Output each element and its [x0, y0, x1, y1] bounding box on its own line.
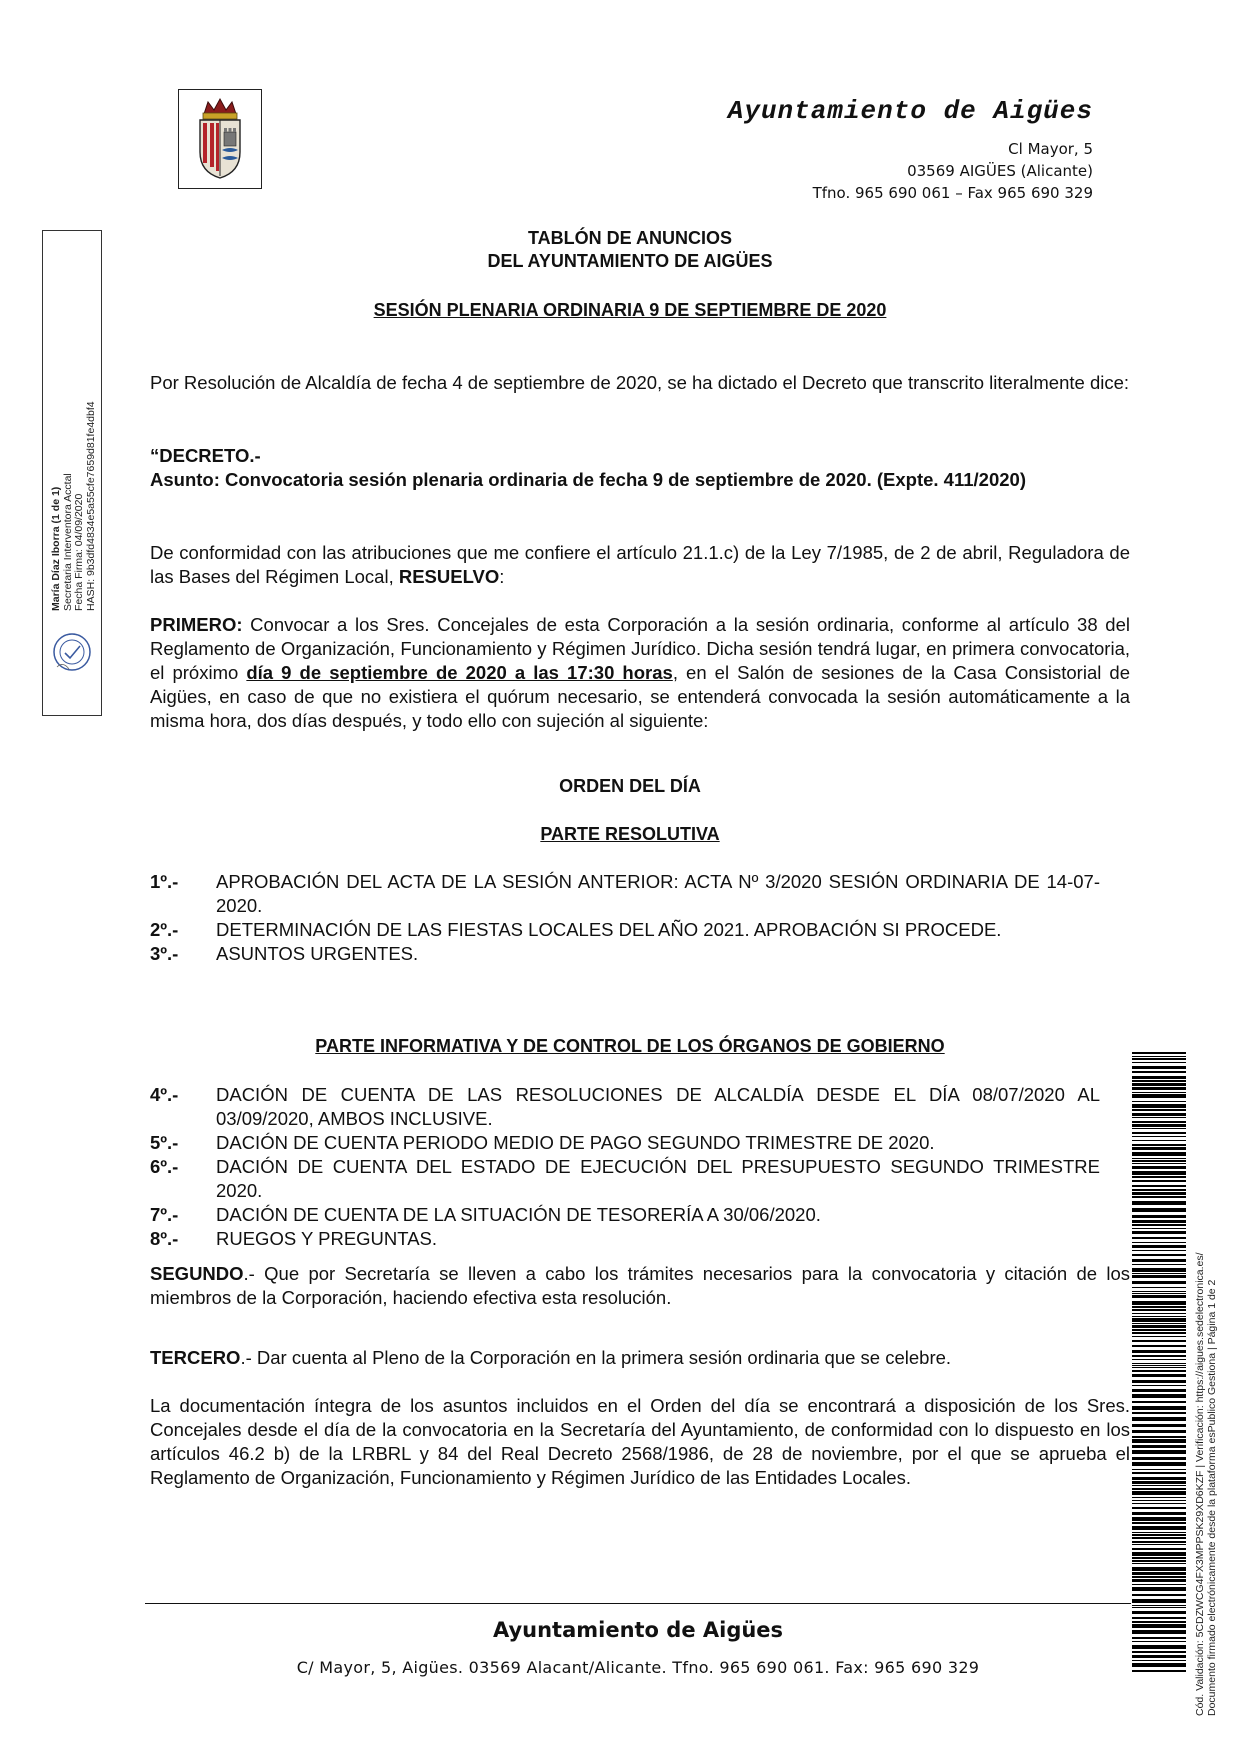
barcode-bar — [1132, 1147, 1186, 1150]
barcode-bar — [1132, 1436, 1186, 1438]
barcode-bar — [1132, 1567, 1186, 1571]
item-text: APROBACIÓN DEL ACTA DE LA SESIÓN ANTERIOR: ACTA Nº 3/2020 SESIÓN ORDINARIA DE 14-07-2020. — [216, 871, 1100, 916]
item-number: 2º.- — [150, 919, 179, 940]
barcode-bar — [1132, 1268, 1186, 1272]
signature-hash: HASH: 9b3dfd4834e5a55cfe7659d81fe4dbf4 — [84, 401, 97, 611]
barcode-bar — [1132, 1389, 1186, 1392]
item-text: ASUNTOS URGENTES. — [216, 943, 419, 964]
barcode-bar — [1132, 1128, 1186, 1129]
barcode-bar — [1132, 1537, 1186, 1539]
barcode-bar — [1132, 1491, 1186, 1495]
segundo-paragraph — [150, 1262, 1130, 1310]
primero-paragraph — [150, 613, 1130, 733]
barcode-bar — [1132, 1560, 1186, 1562]
header-address-line2: 03569 AIGÜES (Alicante) — [907, 162, 1093, 180]
barcode-bar — [1132, 1231, 1186, 1234]
barcode-bar — [1132, 1587, 1186, 1591]
barcode-bar — [1132, 1641, 1186, 1642]
barcode-bar — [1132, 1367, 1186, 1368]
header-address — [813, 138, 1093, 204]
closing-paragraph: La documentación íntegra de los asuntos incluidos en el Orden del día se encontrará a disposición de los Sres. Concejales desde el día de la convocatoria en la Secretaría del Ayuntamiento, de conformidad con lo dispuesto en los artículos 46.2 b) de la LRBRL y 84 del Real Decreto 2568/1986, de 28 de noviembre, por el que se aprueba el Reglamento de Organización, Funcionamiento y Régimen Jurídico de las Entidades Locales. — [150, 1395, 1130, 1488]
barcode-bar — [1132, 1254, 1186, 1256]
barcode-bar — [1132, 1121, 1186, 1123]
barcode-bar — [1132, 1163, 1186, 1164]
barcode-bar — [1132, 1273, 1186, 1274]
barcode-bar — [1132, 1417, 1186, 1421]
barcode-bar — [1132, 1104, 1186, 1108]
barcode-bar — [1132, 1160, 1186, 1162]
session-title: SESIÓN PLENARIA ORDINARIA 9 DE SEPTIEMBRE DE 2020 — [373, 300, 887, 320]
barcode-bar — [1132, 1185, 1186, 1187]
segundo-label: SEGUNDO — [150, 1263, 244, 1284]
conformity-paragraph — [150, 541, 1130, 589]
coat-of-arms-icon — [190, 96, 250, 182]
tercero-text: .- Dar cuenta al Pleno de la Corporación en la primera sesión ordinaria que se celebre. — [240, 1347, 952, 1368]
header-org-name: Ayuntamiento de Aigües — [727, 96, 1093, 126]
barcode-bar — [1132, 1140, 1186, 1141]
barcode-bar — [1132, 1196, 1186, 1198]
barcode-bar — [1132, 1313, 1186, 1314]
barcode-bar — [1132, 1670, 1186, 1672]
resuelvo-colon: : — [499, 566, 505, 587]
item-number: 5º.- — [150, 1132, 179, 1153]
barcode-bar — [1132, 1617, 1186, 1619]
barcode-bar — [1132, 1144, 1186, 1146]
barcode-bar — [1132, 1572, 1186, 1575]
barcode-bar — [1132, 1497, 1186, 1498]
barcode-bar — [1132, 1526, 1186, 1530]
barcode-bar — [1132, 1152, 1186, 1156]
barcode-bar — [1132, 1058, 1186, 1060]
segundo-text: .- Que por Secretaría se lleven a cabo los trámites necesarios para la convocatoria y citación de los miembros de la Corporación, haciendo efectiva esta resolución. — [150, 1263, 1130, 1308]
barcode-bar — [1132, 1462, 1186, 1466]
barcode-bar — [1132, 1445, 1186, 1448]
barcode-bar — [1132, 1522, 1186, 1524]
barcode-bar — [1132, 1301, 1186, 1305]
item-number: 1º.- — [150, 871, 179, 892]
barcode-bar — [1132, 1094, 1186, 1098]
barcode-bar — [1132, 1406, 1186, 1410]
barcode-bar — [1132, 1306, 1186, 1308]
barcode-bar — [1132, 1394, 1186, 1398]
signature-text — [51, 401, 97, 611]
barcode-bar — [1132, 1450, 1186, 1454]
item-number: 7º.- — [150, 1204, 179, 1225]
item-number: 4º.- — [150, 1084, 179, 1105]
barcode-bar — [1132, 1350, 1186, 1353]
barcode-bar — [1132, 1401, 1186, 1403]
barcode-bar — [1132, 1318, 1186, 1322]
list-item — [150, 1227, 1100, 1251]
barcode-bar — [1132, 1576, 1186, 1578]
barcode-bar — [1132, 1293, 1186, 1294]
tercero-label: TERCERO — [150, 1347, 241, 1368]
barcode-bar — [1132, 1228, 1186, 1229]
barcode-bar — [1132, 1237, 1186, 1239]
barcode-bar — [1132, 1124, 1186, 1127]
barcode-bar — [1132, 1132, 1186, 1134]
barcode-bar — [1132, 1512, 1186, 1515]
barcode-bar — [1132, 1548, 1186, 1550]
barcode-bar — [1132, 1663, 1186, 1667]
barcode-bar — [1132, 1192, 1186, 1195]
verification-barcode — [1132, 1052, 1186, 1672]
signature-signer: María Díaz Iborra (1 de 1) — [50, 486, 62, 611]
title-line2: DEL AYUNTAMIENTO DE AIGÜES — [487, 251, 773, 271]
barcode-bar — [1132, 1563, 1186, 1564]
barcode-bar — [1132, 1056, 1186, 1057]
item-number: 6º.- — [150, 1156, 179, 1177]
tercero-paragraph — [150, 1346, 1130, 1370]
resolutiva-list — [150, 870, 1100, 966]
barcode-bar — [1132, 1579, 1186, 1582]
barcode-bar — [1132, 1430, 1186, 1433]
barcode-bar — [1132, 1624, 1186, 1628]
barcode-bar — [1132, 1316, 1186, 1317]
notice-board-title — [130, 228, 1130, 272]
agenda-title: ORDEN DEL DÍA — [559, 776, 701, 796]
barcode-bar — [1132, 1374, 1186, 1377]
barcode-bar — [1132, 1136, 1186, 1137]
parte-informativa-title: PARTE INFORMATIVA Y DE CONTROL DE LOS ÓRGANOS DE GOBIERNO — [315, 1036, 945, 1056]
decree-heading: “DECRETO.- — [150, 445, 261, 466]
barcode-bar — [1132, 1651, 1186, 1653]
barcode-bar — [1132, 1215, 1186, 1218]
barcode-bar — [1132, 1481, 1186, 1484]
barcode-bar — [1132, 1472, 1186, 1474]
barcode-bar — [1132, 1080, 1186, 1082]
barcode-bar — [1132, 1412, 1186, 1414]
footer-address: C/ Mayor, 5, Aigües. 03569 Alacant/Alicante. Tfno. 965 690 061. Fax: 965 690 329 — [296, 1658, 980, 1677]
barcode-bar — [1132, 1380, 1186, 1383]
barcode-bar — [1132, 1287, 1186, 1288]
barcode-bar — [1132, 1087, 1186, 1090]
barcode-bar — [1132, 1340, 1186, 1342]
footer-org-name: Ayuntamiento de Aigües — [492, 1618, 784, 1642]
barcode-bar — [1132, 1611, 1186, 1614]
barcode-bar — [1132, 1092, 1186, 1093]
barcode-bar — [1132, 1365, 1186, 1366]
barcode-bar — [1132, 1503, 1186, 1504]
header-phone-line: Tfno. 965 690 061 – Fax 965 690 329 — [812, 184, 1093, 202]
signature-role: Secretaria Interventora Acctal — [61, 473, 74, 611]
barcode-bar — [1132, 1532, 1186, 1533]
barcode-bar — [1132, 1485, 1186, 1486]
barcode-bar — [1132, 1323, 1186, 1324]
barcode-bar — [1132, 1517, 1186, 1521]
barcode-bar — [1132, 1201, 1186, 1205]
barcode-bar — [1132, 1176, 1186, 1178]
barcode-bar — [1132, 1584, 1186, 1585]
barcode-bar — [1132, 1655, 1186, 1658]
barcode-bar — [1132, 1117, 1186, 1118]
barcode-bar — [1132, 1309, 1186, 1311]
parte-resolutiva-title: PARTE RESOLUTIVA — [540, 824, 720, 844]
primero-text-b: , en el Salón de sesiones de la Casa Consistorial de Aigües, en caso de que no existiera el quórum necesario, se entenderá convocada la sesión automáticamente a la misma hora, dos días después, y todo ello con sujeción al siguiente: — [150, 662, 1130, 731]
barcode-bar — [1132, 1544, 1186, 1545]
barcode-bar — [1132, 1113, 1186, 1116]
barcode-bar — [1132, 1359, 1186, 1360]
intro-paragraph: Por Resolución de Alcaldía de fecha 4 de septiembre de 2020, se ha dictado el Decreto que transcrito literalmente dice: — [150, 372, 1130, 393]
conformity-text: De conformidad con las atribuciones que me confiere el artículo 21.1.c) de la Ley 7/1985, de 2 de abril, Reguladora de las Bases del Régimen Local, — [150, 542, 1130, 587]
barcode-bar — [1132, 1083, 1186, 1086]
barcode-bar — [1132, 1189, 1186, 1191]
list-item — [150, 1155, 1100, 1203]
item-number: 8º.- — [150, 1228, 179, 1249]
barcode-bar — [1132, 1645, 1186, 1649]
title-line1: TABLÓN DE ANUNCIOS — [528, 228, 732, 248]
barcode-bar — [1132, 1507, 1186, 1509]
list-item — [150, 918, 1100, 942]
barcode-bar — [1132, 1224, 1186, 1226]
barcode-bar — [1132, 1109, 1186, 1111]
barcode-bar — [1132, 1552, 1186, 1556]
signature-stamp — [42, 230, 102, 716]
verification-line1: Cód. Validación: 5CDZWCG4FX3MPPSK29XD6KZF | Verificación: https://aigues.sedelectronica.es/ — [1194, 1252, 1206, 1716]
barcode-bar — [1132, 1291, 1186, 1292]
decree-subject: Asunto: Convocatoria sesión plenaria ordinaria de fecha 9 de septiembre de 2020. (Expte. 411/2020) — [150, 469, 1026, 490]
coat-of-arms-frame — [178, 89, 262, 189]
barcode-bar — [1132, 1220, 1186, 1223]
barcode-bar — [1132, 1259, 1186, 1262]
barcode-bar — [1132, 1541, 1186, 1543]
primero-label: PRIMERO: — [150, 614, 243, 635]
barcode-bar — [1132, 1336, 1186, 1337]
barcode-bar — [1132, 1630, 1186, 1634]
barcode-bar — [1132, 1488, 1186, 1490]
barcode-bar — [1132, 1594, 1186, 1596]
list-item — [150, 1131, 1100, 1155]
list-item — [150, 870, 1100, 918]
item-text: RUEGOS Y PREGUNTAS. — [216, 1228, 438, 1249]
barcode-bar — [1132, 1660, 1186, 1661]
barcode-bar — [1132, 1242, 1186, 1243]
barcode-bar — [1132, 1385, 1186, 1386]
barcode-bar — [1132, 1457, 1186, 1460]
barcode-bar — [1132, 1599, 1186, 1603]
barcode-bar — [1132, 1557, 1186, 1559]
barcode-bar — [1132, 1329, 1186, 1331]
barcode-bar — [1132, 1345, 1186, 1347]
barcode-bar — [1132, 1605, 1186, 1606]
item-text: DACIÓN DE CUENTA DE LAS RESOLUCIONES DE ALCALDÍA DESDE EL DÍA 08/07/2020 AL 03/09/2020, AMBOS INCLUSIVE. — [216, 1084, 1100, 1129]
barcode-bar — [1132, 1208, 1186, 1212]
barcode-bar — [1132, 1180, 1186, 1182]
verification-line2: Documento firmado electrónicamente desde la plataforma esPublico Gestiona | Página 1 de 2 — [1206, 1279, 1218, 1716]
barcode-bar — [1132, 1477, 1186, 1480]
barcode-bar — [1132, 1052, 1186, 1054]
barcode-bar — [1132, 1264, 1186, 1265]
list-item — [150, 1083, 1100, 1131]
barcode-bar — [1132, 1062, 1186, 1063]
barcode-bar — [1132, 1500, 1186, 1501]
list-item — [150, 1203, 1100, 1227]
informativa-list — [150, 1083, 1100, 1251]
barcode-bar — [1132, 1250, 1186, 1251]
barcode-bar — [1132, 1332, 1186, 1334]
resuelvo-label: RESUELVO — [398, 566, 500, 587]
barcode-bar — [1132, 1607, 1186, 1608]
barcode-bar — [1132, 1066, 1186, 1069]
barcode-bar — [1132, 1275, 1186, 1278]
barcode-bar — [1132, 1281, 1186, 1284]
footer-divider — [145, 1603, 1131, 1604]
barcode-bar — [1132, 1245, 1186, 1248]
item-number: 3º.- — [150, 943, 179, 964]
barcode-bar — [1132, 1469, 1186, 1470]
barcode-bar — [1132, 1101, 1186, 1102]
barcode-bar — [1132, 1637, 1186, 1639]
header-address-line1: Cl Mayor, 5 — [1008, 140, 1093, 158]
barcode-bar — [1132, 1071, 1186, 1073]
barcode-bar — [1132, 1534, 1186, 1536]
item-text: DACIÓN DE CUENTA PERIODO MEDIO DE PAGO SEGUNDO TRIMESTRE DE 2020. — [216, 1132, 935, 1153]
digital-seal-icon — [51, 631, 93, 673]
primero-date: día 9 de septiembre de 2020 a las 17:30 horas — [246, 662, 673, 683]
barcode-bar — [1132, 1370, 1186, 1372]
barcode-bar — [1132, 1325, 1186, 1328]
barcode-bar — [1132, 1295, 1186, 1298]
primero-text-a: Convocar a los Sres. Concejales de esta Corporación a la sesión ordinaria, conforme al artículo 38 del Reglamento de Organización, Funcionamiento y Régimen Jurídico. Dicha sesión tendrá lugar, en primera convocatoria, el próximo — [150, 614, 1130, 683]
barcode-bar — [1132, 1355, 1186, 1357]
barcode-bar — [1132, 1424, 1186, 1427]
barcode-bar — [1132, 1363, 1186, 1364]
list-item — [150, 942, 1100, 966]
signature-date: Fecha Firma: 04/09/2020 — [73, 493, 85, 611]
item-text: DACIÓN DE CUENTA DEL ESTADO DE EJECUCIÓN DEL PRESUPUESTO SEGUNDO TRIMESTRE 2020. — [216, 1156, 1100, 1201]
barcode-bar — [1132, 1076, 1186, 1079]
barcode-bar — [1132, 1621, 1186, 1623]
barcode-bar — [1132, 1158, 1186, 1159]
item-text: DETERMINACIÓN DE LAS FIESTAS LOCALES DEL AÑO 2021. APROBACIÓN SI PROCEDE. — [216, 919, 1002, 940]
barcode-bar — [1132, 1439, 1186, 1443]
barcode-bar — [1132, 1171, 1186, 1175]
item-text: DACIÓN DE CUENTA DE LA SITUACIÓN DE TESORERÍA A 30/06/2020. — [216, 1204, 821, 1225]
barcode-bar — [1132, 1166, 1186, 1169]
